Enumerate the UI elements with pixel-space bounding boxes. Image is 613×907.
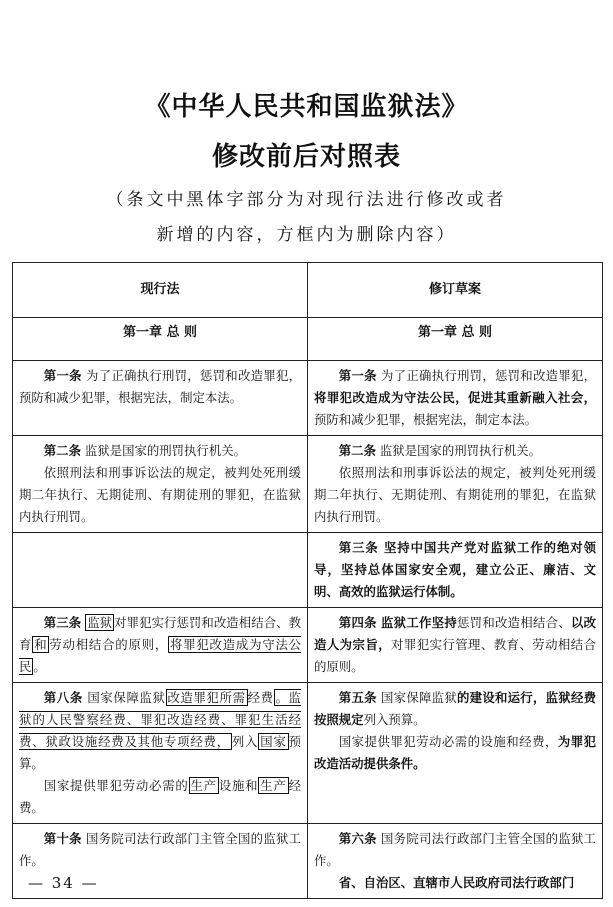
cell-revised xyxy=(308,824,603,899)
table-header-row xyxy=(13,263,603,318)
cell-current-empty xyxy=(13,533,308,608)
article-text: 劳动相结合的原则， xyxy=(49,637,168,652)
cell-current xyxy=(13,608,308,683)
article-text: 列入预算。 xyxy=(363,712,426,727)
document-title-line2: 修改前后对照表 xyxy=(211,142,401,172)
revised-bold-text: 以改造人为宗旨， xyxy=(314,615,597,652)
article-text: 国家保障监狱 xyxy=(87,690,166,705)
revised-bold-text: 省、自治区、直辖市人民政府司法行政部门 xyxy=(338,875,575,890)
deleted-text-box: 监狱 xyxy=(87,615,113,630)
comparison-table xyxy=(12,262,603,899)
article-paragraph: 依照刑法和刑事诉讼法的规定，被判处死刑缓期二年执行、无期徒刑、有期徒刑的罪犯，在监狱内执行刑罚。 xyxy=(314,465,596,524)
article-text: 预算。 xyxy=(19,734,302,771)
article-paragraph: 依照刑法和刑事诉讼法的规定，被判处死刑缓期二年执行、无期徒刑、有期徒刑的罪犯，在监狱内执行刑罚。 xyxy=(19,465,301,524)
article-text: 监狱是国家的刑罚执行机关。 xyxy=(84,443,246,458)
deleted-text-box: 和 xyxy=(34,637,48,652)
article-label: 第十条 xyxy=(43,831,82,846)
subtitle-line2: 新增的内容，方框内为删除内容） xyxy=(156,225,457,245)
article-label: 第一条 xyxy=(338,368,377,383)
revised-bold-text: 为罪犯改造活动提供条件。 xyxy=(314,734,597,771)
cell-revised xyxy=(308,436,603,533)
chapter-row xyxy=(13,318,603,361)
cell-current xyxy=(13,361,308,436)
article-text: 国家提供罪犯劳动必需的 xyxy=(43,778,189,793)
cell-revised xyxy=(308,361,603,436)
chapter-current: 第一章 总 则 xyxy=(13,318,308,361)
article-text: 对罪犯实行惩罚和改造相结合、教育 xyxy=(19,615,302,652)
revised-bold-text: 监狱工作坚持 xyxy=(381,615,457,630)
deleted-text-box: 生产 xyxy=(260,778,287,793)
article-label: 第一条 xyxy=(43,368,82,383)
article-text: 国家保障监狱 xyxy=(381,690,457,705)
article-label: 第六条 xyxy=(338,831,377,846)
article-label: 第三条 xyxy=(338,540,379,555)
article-text: 为了正确执行刑罚，惩罚和改造罪犯，预防和减少犯罪，根据宪法，制定本法。 xyxy=(19,368,302,405)
article-text: 国家提供罪犯劳动必需的设施和经费， xyxy=(338,734,558,749)
page-number: — 34 — xyxy=(28,874,99,892)
header-revised-draft: 修订草案 xyxy=(308,263,603,318)
article-text: 坚持中国共产党对监狱工作的绝对领导，坚持总体国家安全观，建立公正、廉洁、文明、高效的监狱运行体制。 xyxy=(314,540,596,599)
article-text: 。 xyxy=(33,659,46,674)
table-row xyxy=(13,683,603,824)
deleted-text-box: 国家 xyxy=(260,734,287,749)
article-text: 设施和 xyxy=(218,778,259,793)
article-label: 第四条 xyxy=(338,615,377,630)
subtitle-line1: （条文中黑体字部分为对现行法进行修改或者 xyxy=(106,190,507,210)
cell-revised xyxy=(308,683,603,824)
chapter-revised: 第一章 总 则 xyxy=(308,318,603,361)
cell-current xyxy=(13,683,308,824)
article-text: 经费。 xyxy=(19,778,301,815)
deleted-text-box: 生产 xyxy=(190,778,217,793)
cell-revised xyxy=(308,608,603,683)
article-text: 列入 xyxy=(231,734,259,749)
article-label: 第二条 xyxy=(43,443,81,458)
revised-bold-text: 将罪犯改造成为守法公民，促进其重新融入社会， xyxy=(314,390,596,405)
article-label: 第五条 xyxy=(338,690,377,705)
deleted-text-box: 。监狱的人民警察经费、罪犯改造经费、罪犯生活经费、狱政设施经费及其他专项经费， xyxy=(19,690,302,749)
article-text: 为了正确执行刑罚，惩罚和改造罪犯， xyxy=(381,368,597,383)
document-title-line1: 《中华人民共和国监狱法》 xyxy=(144,92,469,122)
article-text: 对罪犯实行管理、教育、劳动相结合的原则。 xyxy=(314,637,596,674)
article-text: 经费 xyxy=(247,690,274,705)
cell-revised xyxy=(308,533,603,608)
article-label: 第三条 xyxy=(43,615,82,630)
article-text: 监狱是国家的刑罚执行机关。 xyxy=(379,443,541,458)
article-text: 国务院司法行政部门主管全国的监狱工作。 xyxy=(314,831,597,868)
table-row xyxy=(13,436,603,533)
header-current-law: 现行法 xyxy=(13,263,308,318)
deleted-text-box: 将罪犯改造成为守法公民 xyxy=(19,637,302,674)
article-text: 国务院司法行政部门主管全国的监狱工作。 xyxy=(19,831,302,868)
table-row xyxy=(13,533,603,608)
table-row xyxy=(13,361,603,436)
cell-current xyxy=(13,436,308,533)
article-text: 预防和减少犯罪，根据宪法，制定本法。 xyxy=(314,412,538,427)
revised-bold-text: 的建设和运行，监狱经费按照规定 xyxy=(314,690,597,727)
table-row xyxy=(13,824,603,899)
article-label: 第八条 xyxy=(43,690,83,705)
article-label: 第二条 xyxy=(338,443,376,458)
article-text: 惩罚和改造相结合、 xyxy=(457,615,571,630)
deleted-text-box: 改造罪犯所需 xyxy=(167,690,246,705)
table-row xyxy=(13,608,603,683)
